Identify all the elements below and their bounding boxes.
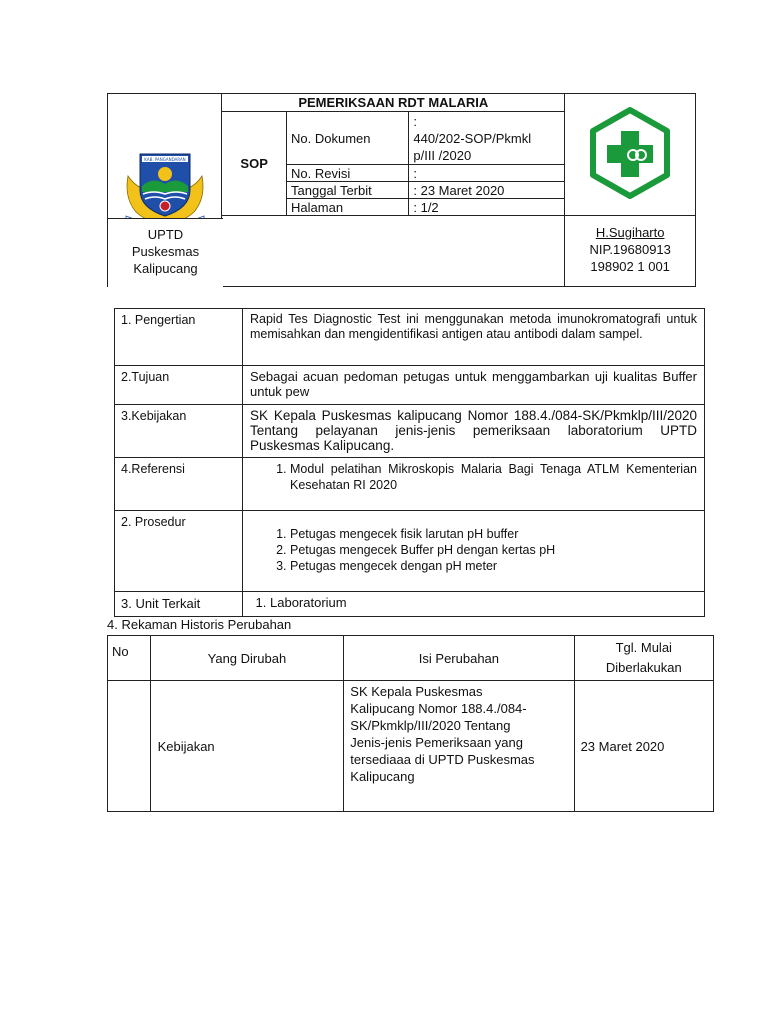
sop-label: SOP [222, 112, 287, 216]
column-header: Isi Perubahan [344, 636, 574, 681]
field-label-no-dokumen: No. Dokumen [287, 112, 409, 165]
section-text: SK Kepala Puskesmas kalipucang Nomor 188.4./084-SK/Pkmklp/III/2020 Tentang pelayanan jenis-jenis pemeriksaan laboratorium UPTD Puskesmas Kalipucang. [243, 405, 705, 458]
procedure-list [250, 526, 697, 574]
table-row [108, 681, 714, 812]
field-value-halaman: : 1/2 [409, 199, 565, 216]
history-header-row [108, 636, 714, 681]
puskesmas-logo-cell [565, 94, 696, 216]
cell-isi-perubahan: SK Kepala Puskesmas Kalipucang Nomor 188.4./084- SK/Pkmklp/III/2020 Tentang Jenis-jenis Pemeriksaan yang tersediaaa di UPTD Puskesmas Kalipucang [344, 681, 574, 812]
field-label-no-revisi: No. Revisi [287, 165, 409, 182]
organization-name: UPTD Puskesmas Kalipucang [108, 218, 223, 288]
section-label: 4.Referensi [115, 458, 243, 511]
section-row [115, 309, 705, 366]
section-text: Rapid Tes Diagnostic Test ini menggunakan metoda imunokromatografi untuk memisahkan dan mengidentifikasi antigen atau antibodi dalam sampel. [243, 309, 705, 366]
section-label: 2.Tujuan [115, 366, 243, 405]
list-item: 2. Petugas mengecek Buffer pH dengan kertas pH [290, 542, 697, 558]
section-label: 3.Kebijakan [115, 405, 243, 458]
field-label-tanggal-terbit: Tanggal Terbit [287, 182, 409, 199]
signer-name: H.Sugiharto [595, 225, 665, 240]
section-row [115, 511, 705, 592]
column-header: No [108, 636, 151, 681]
signer-nip: NIP.19680913 198902 1 001 [589, 242, 671, 274]
document-title: PEMERIKSAAN RDT MALARIA [222, 94, 565, 112]
history-table [107, 635, 714, 812]
list-item: 3. Petugas mengecek dengan pH meter [290, 558, 697, 574]
field-value-no-dokumen: : 440/202-SOP/Pkmkl p/III /2020 [409, 112, 565, 165]
section-content [243, 458, 705, 511]
field-value-no-revisi: : [409, 165, 565, 182]
header-empty-cell [222, 216, 565, 287]
history-title: 4. Rekaman Historis Perubahan [107, 617, 292, 632]
field-label-halaman: Halaman [287, 199, 409, 216]
section-label: 1. Pengertian [115, 309, 243, 366]
section-row [115, 366, 705, 405]
section-row [115, 405, 705, 458]
list-item: 1. Laboratorium [270, 595, 697, 611]
column-header: Yang Dirubah [150, 636, 344, 681]
cell-tgl-mulai: 23 Maret 2020 [574, 681, 713, 812]
section-text: Sebagai acuan pedoman petugas untuk menggambarkan uji kualitas Buffer untuk pew [243, 366, 705, 405]
signer-cell [565, 216, 696, 287]
sop-content-table [114, 308, 705, 617]
section-label: 3. Unit Terkait [115, 592, 243, 617]
logo-text-top: KAB. PANGANDARAN [143, 156, 186, 162]
section-row [115, 458, 705, 511]
cell-yang-dirubah: Kebijakan [150, 681, 344, 812]
section-content [243, 592, 705, 617]
column-header: Tgl. Mulai Diberlakukan [574, 636, 713, 681]
unit-list [250, 595, 697, 611]
section-row [115, 592, 705, 617]
section-content [243, 511, 705, 592]
section-label: 2. Prosedur [115, 511, 243, 592]
list-item: 1. Modul pelatihan Mikroskopis Malaria Bagi Tenaga ATLM Kementerian Kesehatan RI 2020 [290, 461, 697, 493]
cell-no [108, 681, 151, 812]
puskesmas-logo-icon [584, 107, 676, 199]
list-item: 1. Petugas mengecek fisik larutan pH buffer [290, 526, 697, 542]
reference-list [250, 461, 697, 493]
field-value-tanggal-terbit: : 23 Maret 2020 [409, 182, 565, 199]
